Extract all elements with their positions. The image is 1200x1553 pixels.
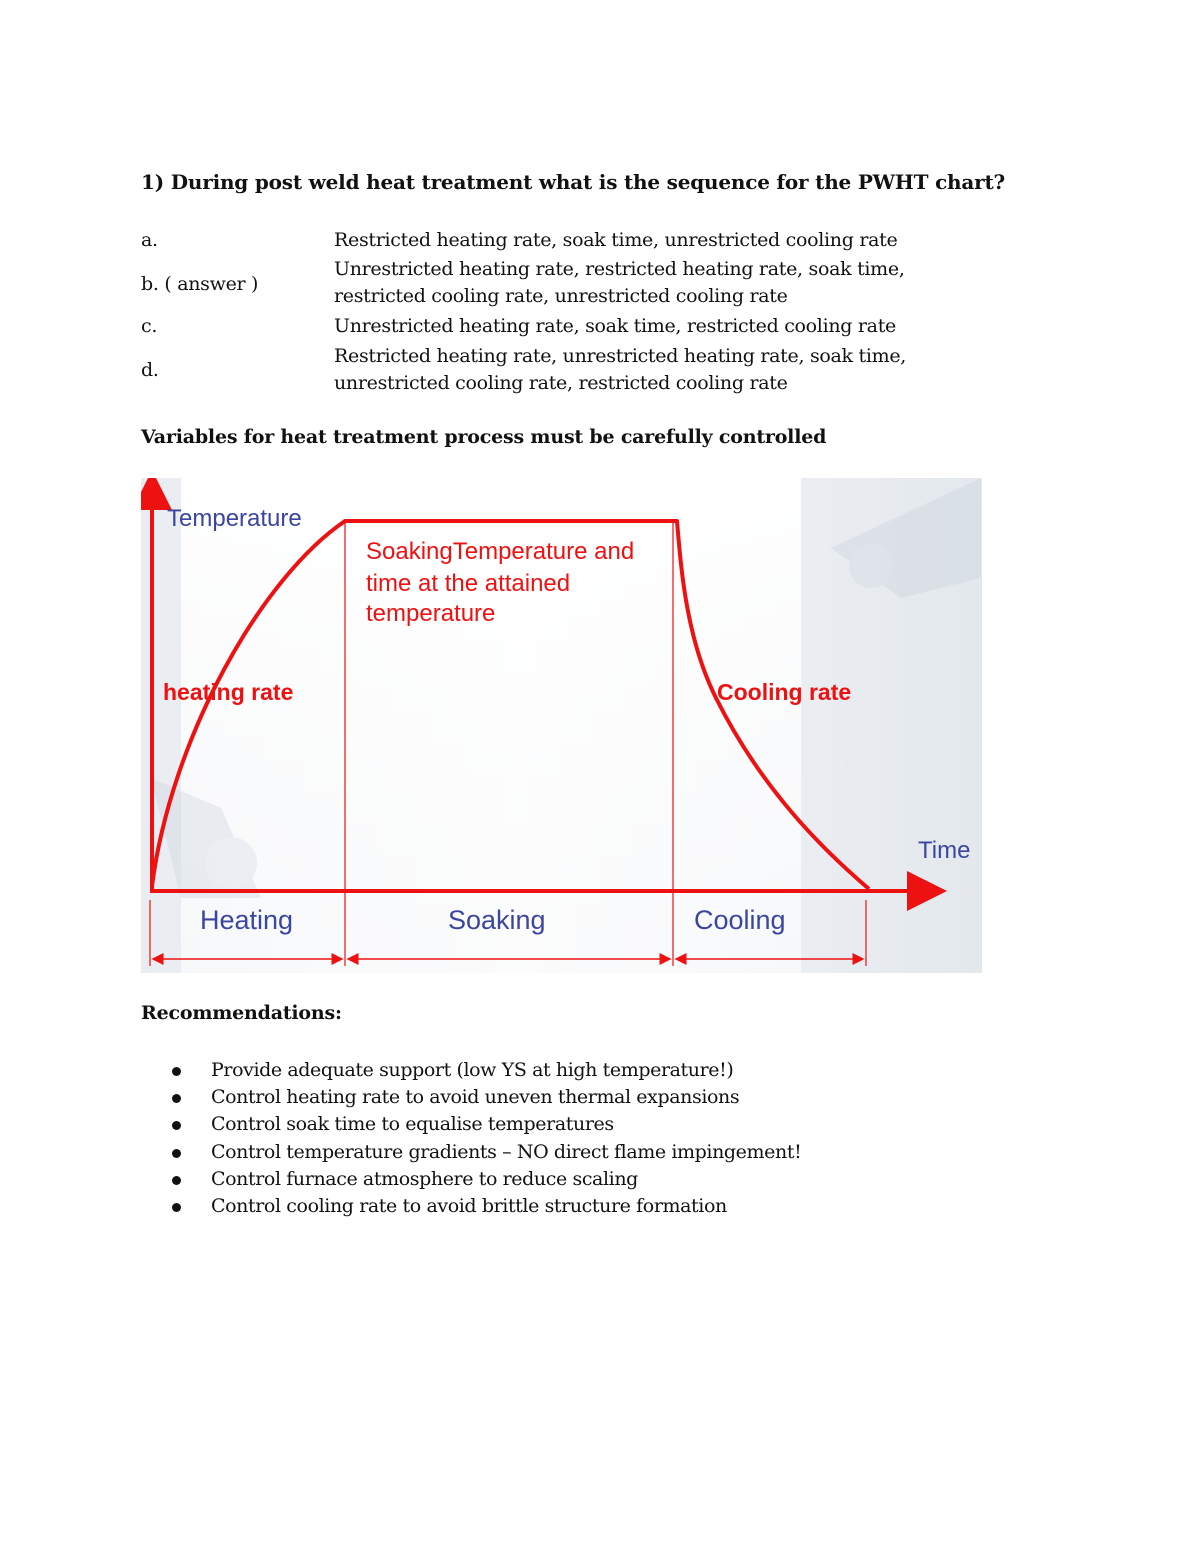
bullet-icon <box>172 1149 181 1158</box>
bullet-icon <box>172 1121 181 1130</box>
list-item-text: Control temperature gradients – NO direct flame impingement! <box>211 1140 802 1163</box>
list-item <box>168 1166 801 1193</box>
list-item-text: Provide adequate support (low YS at high temperature!) <box>211 1059 734 1081</box>
option-c-letter: c. <box>141 315 158 337</box>
list-item-text: Control furnace atmosphere to reduce scaling <box>211 1167 638 1190</box>
phase-label-heating: Heating <box>200 905 294 935</box>
x-axis-label: Time <box>918 837 971 864</box>
list-item-text: Control soak time to equalise temperatures <box>211 1113 614 1136</box>
phase-label-soaking: Soaking <box>448 905 546 935</box>
list-item-text: Control heating rate to avoid uneven thermal expansions <box>211 1086 740 1109</box>
question-text: 1) During post weld heat treatment what is the sequence for the PWHT chart? <box>141 170 1006 194</box>
option-b-line-1: Unrestricted heating rate, restricted heating rate, soak time, <box>334 258 905 280</box>
option-d-line-1: Restricted heating rate, unrestricted heating rate, soak time, <box>334 345 907 367</box>
option-c-text <box>334 313 934 340</box>
recommendations-heading: Recommendations: <box>141 1002 342 1024</box>
option-a-letter: a. <box>141 229 158 251</box>
option-b-text <box>334 256 934 310</box>
recommendations-list <box>168 1057 801 1220</box>
option-a-line-1: Restricted heating rate, soak time, unrestricted cooling rate <box>334 229 898 251</box>
list-item <box>168 1084 801 1111</box>
y-axis-label: Temperature <box>167 505 302 532</box>
option-b-line-2: restricted cooling rate, unrestricted cooling rate <box>334 285 788 307</box>
list-item <box>168 1139 801 1166</box>
heating-rate-label: heating rate <box>163 679 294 705</box>
option-c-line-1: Unrestricted heating rate, soak time, restricted cooling rate <box>334 315 896 337</box>
phase-label-cooling: Cooling <box>694 905 786 935</box>
section-heading: Variables for heat treatment process must be carefully controlled <box>141 426 827 448</box>
bullet-icon <box>172 1094 181 1103</box>
option-b-letter: b. ( answer ) <box>141 273 259 295</box>
option-d-text <box>334 343 934 397</box>
pwht-diagram-svg <box>141 478 982 973</box>
list-item <box>168 1111 801 1138</box>
soak-label-line-2: time at the attained <box>366 570 571 597</box>
option-d-line-2: unrestricted cooling rate, restricted cooling rate <box>334 372 788 394</box>
option-a-text <box>334 227 934 254</box>
option-d-letter: d. <box>141 359 159 381</box>
bullet-icon <box>172 1067 181 1076</box>
soak-label-line-3: temperature <box>366 600 496 627</box>
list-item-text: Control cooling rate to avoid brittle structure formation <box>211 1195 727 1218</box>
pwht-diagram <box>141 478 982 973</box>
cooling-rate-label: Cooling rate <box>717 679 852 705</box>
list-item <box>168 1057 801 1084</box>
bullet-icon <box>172 1176 181 1185</box>
list-item <box>168 1193 801 1220</box>
soak-label-line-1: SoakingTemperature and <box>366 538 635 565</box>
bullet-icon <box>172 1203 181 1212</box>
